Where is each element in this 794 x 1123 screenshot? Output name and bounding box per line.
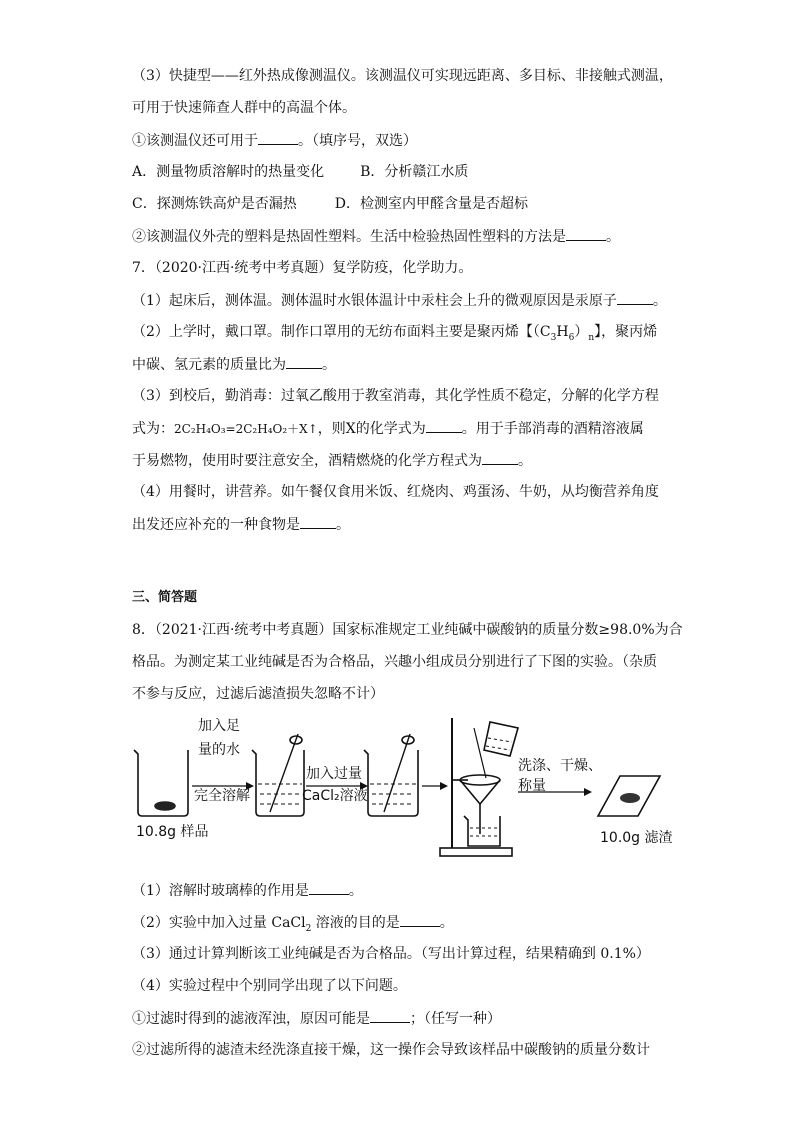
q6-3-intro-line1 bbox=[132, 66, 673, 86]
filtration-stand bbox=[440, 718, 518, 856]
q7-p4-text: （4）用餐时，讲营养。如午餐仅食用米饭、红烧肉、鸡蛋汤、牛奶，从均衡营养角度 bbox=[132, 484, 659, 500]
option-c: C．探测炼铁高炉是否漏热 bbox=[132, 196, 297, 212]
q6-3-sub2-text: ②该测温仪外壳的塑料是热固性塑料。生活中检验热固性塑料的方法是 bbox=[132, 229, 566, 245]
q7-stem-text: 7．（2020·江西·统考中考真题）复学防疫，化学助力。 bbox=[132, 260, 473, 276]
q8-stem-text-2: 格品。为测定某工业纯碱是否为合格品，兴趣小组成员分别进行了下图的实验。（杂质 bbox=[132, 654, 657, 670]
subscript: n bbox=[588, 332, 595, 343]
q8-part4-1 bbox=[132, 1008, 501, 1029]
beaker-solution-2 bbox=[364, 734, 418, 816]
q6-3-sub2-end: 。 bbox=[606, 229, 620, 245]
subscript: 3 bbox=[550, 332, 557, 343]
step2-line1: 加入过量 bbox=[306, 766, 362, 782]
q8-stem-text: 8．（2021·江西·统考中考真题）国家标准规定工业纯碱中碳酸钠的质量分数≥98.0%为合 bbox=[132, 622, 683, 638]
step1-line2: 量的水 bbox=[198, 742, 240, 758]
q7-p3b-mid: ，则X的化学式为 bbox=[317, 421, 426, 437]
answer-blank[interactable] bbox=[286, 354, 322, 369]
q7-p3-text: （3）到校后，勤消毒：过氧乙酸用于教室消毒，其化学性质不稳定，分解的化学方程 bbox=[132, 388, 659, 404]
experiment-diagram bbox=[128, 708, 688, 864]
arrow-3-head bbox=[440, 782, 448, 790]
q7-p1-text: （1）起床后，测体温。测体温时水银体温计中汞柱会上升的微观原因是汞原子 bbox=[132, 293, 617, 309]
answer-blank[interactable] bbox=[482, 450, 518, 465]
q8-p1-text: （1）溶解时玻璃棒的作用是 bbox=[132, 883, 309, 899]
answer-blank[interactable] bbox=[300, 514, 336, 529]
q7-p4b-end: 。 bbox=[336, 517, 350, 533]
q8-p4-1-text: ①过滤时得到的滤液浑浊，原因可能是 bbox=[132, 1011, 370, 1027]
q8-part3 bbox=[132, 944, 650, 964]
q8-stem-text-3: 不参与反应，过滤后滤渣损失忽略不计） bbox=[132, 686, 384, 702]
q7-p2-close: ） bbox=[574, 324, 589, 340]
q8-stem-line3 bbox=[132, 684, 384, 704]
answer-blank[interactable] bbox=[370, 1008, 410, 1023]
q8-p2-text: （2）实验中加入过量 CaCl bbox=[132, 915, 306, 931]
q7-p3b-text: 式为： bbox=[132, 421, 174, 437]
option-b: B．分析赣江水质 bbox=[360, 164, 469, 180]
q7-part4-a bbox=[132, 482, 659, 502]
section-title: 三、简答题 bbox=[132, 590, 198, 605]
option-a: A．测量物质溶解时的热量变化 bbox=[132, 164, 325, 180]
step2-line2: CaCl₂溶液 bbox=[302, 788, 368, 804]
q7-part3-b bbox=[132, 418, 644, 439]
q8-p2-mid: 溶液的目的是 bbox=[311, 915, 400, 931]
q7-part3-c bbox=[132, 450, 532, 471]
q7-p3c-text: 于易燃物，使用时要注意安全，酒精燃烧的化学方程式为 bbox=[132, 453, 482, 469]
subscript: 2 bbox=[305, 923, 312, 934]
beaker-solution-1 bbox=[252, 734, 304, 816]
answer-blank[interactable] bbox=[617, 290, 653, 305]
q7-p1-end: 。 bbox=[652, 293, 667, 309]
q7-part1 bbox=[132, 290, 667, 311]
q7-p2b-end: 。 bbox=[322, 357, 336, 373]
q7-part2-b bbox=[132, 354, 336, 375]
q8-p4-2-text: ②过滤所得的滤渣未经洗涤直接干燥，这一操作会导致该样品中碳酸钠的质量分数计 bbox=[132, 1042, 650, 1058]
q6-3-sub1-hint: 。（填序号，双选） bbox=[298, 133, 417, 149]
q8-part4 bbox=[132, 976, 407, 996]
answer-blank[interactable] bbox=[426, 418, 462, 433]
q6-3-sub2 bbox=[132, 226, 620, 247]
q8-p2-end: 。 bbox=[439, 915, 454, 931]
q7-stem bbox=[132, 258, 472, 278]
step3-line1: 洗涤、干燥、 bbox=[518, 758, 602, 774]
q6-3-sub1 bbox=[132, 130, 417, 151]
q6-3-sub1-text: ①该测温仪还可用于 bbox=[132, 133, 258, 149]
q7-part3-a bbox=[132, 386, 659, 406]
q7-p4b-text: 出发还应补充的一种食物是 bbox=[132, 517, 300, 533]
answer-blank[interactable] bbox=[566, 226, 606, 241]
q8-p1-end: 。 bbox=[348, 883, 363, 899]
q8-stem-line2 bbox=[132, 652, 657, 672]
residue-label: 10.0g 滤渣 bbox=[600, 830, 673, 846]
answer-blank[interactable] bbox=[309, 880, 349, 895]
q8-p4-text: （4）实验过程中个别同学出现了以下问题。 bbox=[132, 978, 407, 994]
q8-part2 bbox=[132, 912, 454, 939]
q6-3-options-ab bbox=[132, 162, 468, 182]
sample-label: 10.8g 样品 bbox=[136, 824, 209, 840]
q7-p2b-text: 中碳、氢元素的质量比为 bbox=[132, 357, 286, 373]
q8-part1 bbox=[132, 880, 363, 901]
step3-line2: 称量 bbox=[518, 778, 546, 794]
chemical-equation: 2C₂H₄O₃=2C₂H₄O₂＋X↑ bbox=[174, 422, 318, 436]
answer-blank[interactable] bbox=[258, 130, 298, 145]
q8-stem-line1 bbox=[132, 620, 683, 640]
q7-part2 bbox=[132, 322, 657, 348]
q7-p3c-end: 。 bbox=[518, 453, 532, 469]
q7-p2-h: H bbox=[556, 324, 569, 340]
answer-blank[interactable] bbox=[400, 912, 440, 927]
arrow-4-head bbox=[584, 788, 592, 796]
filter-paper-residue bbox=[598, 776, 660, 816]
q7-p2-text: （2）上学时，戴口罩。制作口罩用的无纺布面料主要是聚丙烯【（C bbox=[132, 324, 551, 340]
q7-part4-b bbox=[132, 514, 350, 535]
q7-p2-end: 】，聚丙烯 bbox=[594, 324, 658, 340]
q8-p3-text: （3）通过计算判断该工业纯碱是否为合格品。（写出计算过程，结果精确到 0.1%） bbox=[132, 946, 650, 962]
q8-part4-2 bbox=[132, 1040, 650, 1060]
q6-3-intro-text: （3）快捷型——红外热成像测温仪。该测温仪可实现远距离、多目标、非接触式测温， bbox=[132, 68, 673, 84]
q6-3-intro-line2 bbox=[132, 98, 356, 118]
q6-3-intro-text-2: 可用于快速筛查人群中的高温个体。 bbox=[132, 100, 356, 116]
q7-p3b-end: 。用于手部消毒的酒精溶液属 bbox=[461, 421, 644, 437]
step1-line1: 加入足 bbox=[198, 718, 240, 734]
beaker-sample bbox=[134, 750, 188, 816]
q6-3-options-cd bbox=[132, 194, 528, 214]
step1-line3: 完全溶解 bbox=[194, 788, 250, 804]
q8-p4-1-end: ；（任写一种） bbox=[410, 1011, 501, 1027]
subscript: 6 bbox=[568, 332, 575, 343]
option-d: D．检测室内甲醛含量是否超标 bbox=[334, 196, 528, 212]
